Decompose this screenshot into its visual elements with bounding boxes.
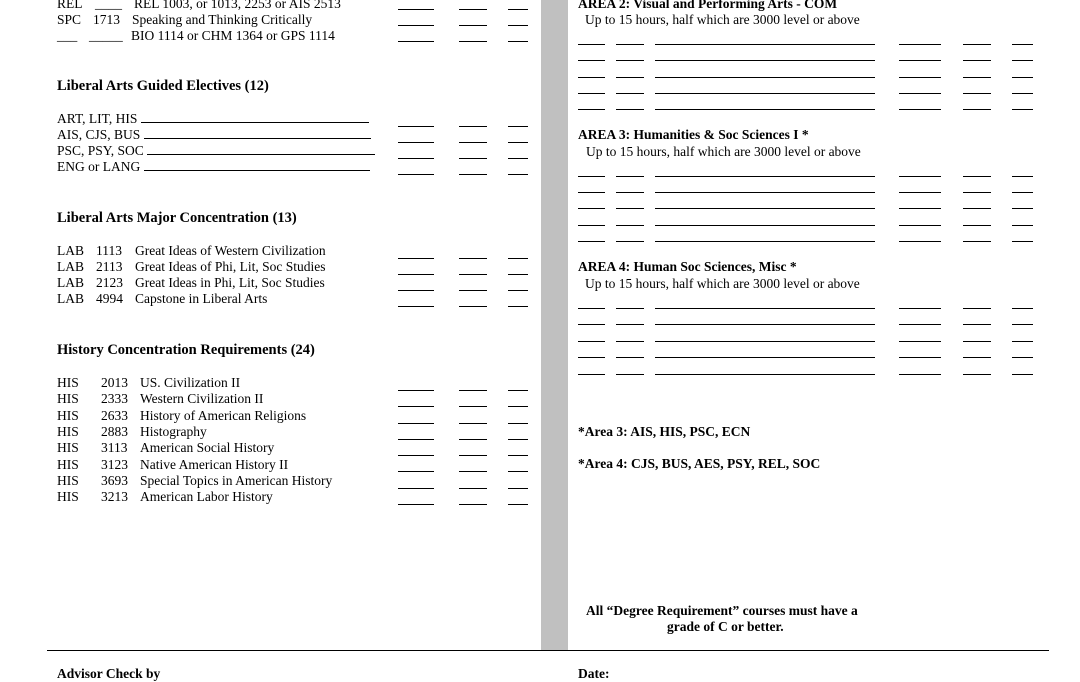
answer-blank[interactable] [459,126,487,127]
course-blank[interactable] [655,60,875,61]
course-blank[interactable] [578,109,605,110]
major-concentration-heading: Liberal Arts Major Concentration (13) [57,210,297,226]
course-blank[interactable] [963,93,991,94]
answer-blank[interactable] [459,142,487,143]
course-blank[interactable] [899,93,941,94]
answer-blank[interactable] [459,471,487,472]
footnote-area4: *Area 4: CJS, BUS, AES, PSY, REL, SOC [578,456,821,471]
row-title: Great Ideas of Western Civilization [135,243,326,258]
answer-blank[interactable] [459,258,487,259]
footer-rule [47,650,1049,651]
course-blank[interactable] [963,225,991,226]
answer-blank[interactable] [398,126,434,127]
answer-blank[interactable] [398,158,434,159]
course-blank[interactable] [899,44,941,45]
row-num: _____ [89,28,123,43]
center-divider [541,0,568,650]
course-blank[interactable] [578,374,605,375]
course-blank[interactable] [1012,208,1033,209]
answer-blank[interactable] [398,41,434,42]
row-title: Western Civilization II [140,391,264,407]
course-blank[interactable] [963,77,991,78]
course-blank[interactable] [1012,192,1033,193]
row-num: 1113 [96,243,122,258]
answer-blank[interactable] [398,423,434,424]
course-blank[interactable] [655,374,875,375]
course-blank[interactable] [616,241,644,242]
course-blank[interactable] [899,60,941,61]
answer-blank[interactable] [398,488,434,489]
course-blank[interactable] [899,176,941,177]
course-blank[interactable] [578,60,605,61]
course-blank[interactable] [578,44,605,45]
course-blank[interactable] [616,308,644,309]
course-blank[interactable] [578,192,605,193]
course-blank[interactable] [899,208,941,209]
course-blank[interactable] [1012,176,1033,177]
row-title: American Social History [140,440,275,456]
course-blank[interactable] [899,341,941,342]
row-title: BIO 1114 or CHM 1364 or GPS 1114 [131,28,335,43]
row-code: HIS [57,407,79,423]
row-title: Great Ideas in Phi, Lit, Soc Studies [135,275,325,290]
course-blank[interactable] [1012,357,1033,358]
course-blank[interactable] [1012,77,1033,78]
course-blank[interactable] [1012,324,1033,325]
row-code: SPC [57,12,82,27]
course-blank[interactable] [655,308,875,309]
row-num: 2333 [101,391,128,407]
answer-blank[interactable] [459,455,487,456]
course-blank[interactable] [616,109,644,110]
course-blank[interactable] [1012,109,1033,110]
answer-blank[interactable] [398,174,434,175]
row-num: ____ [95,0,122,11]
course-blank[interactable] [899,109,941,110]
course-blank[interactable] [616,176,644,177]
answer-blank[interactable] [398,290,434,291]
answer-blank[interactable] [508,423,528,424]
row-title: US. Civilization II [140,375,241,390]
course-blank[interactable] [899,192,941,193]
row-code: ___ [57,28,78,43]
course-blank[interactable] [1012,225,1033,226]
row-title: Native American History II [140,456,289,472]
area2-note: Up to 15 hours, half which are 3000 level or above [585,12,860,27]
answer-blank[interactable] [459,158,487,159]
course-blank[interactable] [655,176,875,177]
course-blank[interactable] [899,77,941,78]
answer-blank[interactable] [508,306,528,307]
guided-row: PSC, PSY, SOC [57,143,375,159]
course-blank[interactable] [655,44,875,45]
answer-blank[interactable] [459,423,487,424]
answer-blank[interactable] [508,41,528,42]
course-blank[interactable] [655,109,875,110]
course-blank[interactable] [616,208,644,209]
row-num: 3693 [101,472,128,488]
course-blank[interactable] [963,241,991,242]
course-blank[interactable] [963,308,991,309]
course-blank[interactable] [1012,341,1033,342]
course-blank[interactable] [616,225,644,226]
course-blank[interactable] [655,225,875,226]
row-num: 2123 [96,275,123,290]
answer-blank[interactable] [508,174,528,175]
course-blank[interactable] [578,341,605,342]
row-code: HIS [57,375,79,390]
answer-blank[interactable] [508,274,528,275]
row-code: LAB [57,275,84,290]
row-num: 4994 [96,291,123,306]
course-blank[interactable] [655,192,875,193]
area3-heading: AREA 3: Humanities & Soc Sciences I * [578,127,809,142]
course-blank[interactable] [578,225,605,226]
guided-row: ART, LIT, HIS [57,111,369,127]
answer-blank[interactable] [459,290,487,291]
answer-blank[interactable] [398,406,434,407]
row-code: LAB [57,243,84,258]
answer-blank[interactable] [398,390,434,391]
grade-requirement-line2: grade of C or better. [667,619,784,634]
row-code: HIS [57,440,79,456]
guided-electives-heading: Liberal Arts Guided Electives (12) [57,78,269,94]
answer-blank[interactable] [508,126,528,127]
course-blank[interactable] [963,324,991,325]
course-blank[interactable] [616,374,644,375]
row-code: LAB [57,291,84,306]
answer-blank[interactable] [398,471,434,472]
row-code: HIS [57,489,79,505]
course-blank[interactable] [616,324,644,325]
course-blank[interactable] [899,357,941,358]
course-blank[interactable] [899,225,941,226]
area4-note: Up to 15 hours, half which are 3000 level or above [585,276,860,291]
course-blank[interactable] [655,324,875,325]
course-blank[interactable] [963,60,991,61]
course-blank[interactable] [578,208,605,209]
row-num: 2633 [101,407,128,423]
course-blank[interactable] [963,44,991,45]
answer-blank[interactable] [398,306,434,307]
area2-heading: AREA 2: Visual and Performing Arts - COM [578,0,838,11]
date-label: Date: [578,666,610,681]
course-blank[interactable] [616,357,644,358]
answer-blank[interactable] [459,274,487,275]
course-blank[interactable] [578,176,605,177]
answer-blank[interactable] [459,25,487,26]
course-blank[interactable] [1012,241,1033,242]
course-blank[interactable] [655,77,875,78]
course-blank[interactable] [655,208,875,209]
course-blank[interactable] [655,357,875,358]
answer-blank[interactable] [398,504,434,505]
row-title: Speaking and Thinking Critically [132,12,313,27]
course-blank[interactable] [1012,374,1033,375]
course-blank[interactable] [1012,93,1033,94]
row-title: REL 1003, or 1013, 2253 or AIS 2513 [134,0,341,11]
answer-blank[interactable] [398,9,434,10]
answer-blank[interactable] [398,439,434,440]
answer-blank[interactable] [398,258,434,259]
answer-blank[interactable] [508,258,528,259]
course-blank[interactable] [578,241,605,242]
row-num: 3113 [101,440,128,456]
answer-blank[interactable] [508,142,528,143]
row-num: 1713 [93,12,120,27]
grade-requirement-line1: All “Degree Requirement” courses must have a [586,603,858,618]
course-blank[interactable] [899,374,941,375]
row-title: Histography [140,423,207,439]
answer-blank[interactable] [459,504,487,505]
answer-blank[interactable] [508,471,528,472]
row-code: LAB [57,259,84,274]
answer-blank[interactable] [459,306,487,307]
course-blank[interactable] [578,357,605,358]
course-blank[interactable] [616,192,644,193]
course-blank[interactable] [963,192,991,193]
course-blank[interactable] [578,77,605,78]
answer-blank[interactable] [459,439,487,440]
answer-blank[interactable] [508,9,528,10]
row-num: 3213 [101,489,128,505]
course-blank[interactable] [616,44,644,45]
course-blank[interactable] [963,176,991,177]
answer-blank[interactable] [459,488,487,489]
answer-blank[interactable] [508,390,528,391]
row-title: Great Ideas of Phi, Lit, Soc Studies [135,259,326,274]
course-blank[interactable] [963,374,991,375]
row-num: 2013 [101,375,128,390]
answer-blank[interactable] [398,25,434,26]
answer-blank[interactable] [398,274,434,275]
answer-blank[interactable] [508,488,528,489]
answer-blank[interactable] [459,174,487,175]
answer-blank[interactable] [459,41,487,42]
row-title: American Labor History [140,489,273,505]
answer-blank[interactable] [508,504,528,505]
course-blank[interactable] [655,241,875,242]
course-blank[interactable] [899,324,941,325]
course-blank[interactable] [1012,44,1033,45]
course-blank[interactable] [655,341,875,342]
advisor-check-label: Advisor Check by [57,666,161,681]
course-blank[interactable] [963,357,991,358]
course-blank[interactable] [616,93,644,94]
answer-blank[interactable] [508,158,528,159]
answer-blank[interactable] [459,390,487,391]
answer-blank[interactable] [508,439,528,440]
answer-blank[interactable] [459,9,487,10]
row-num: 3123 [101,456,128,472]
answer-blank[interactable] [508,406,528,407]
row-num: 2883 [101,423,128,439]
course-blank[interactable] [1012,60,1033,61]
answer-blank[interactable] [508,25,528,26]
row-title: Capstone in Liberal Arts [135,291,268,306]
guided-row: AIS, CJS, BUS [57,127,371,143]
row-title: History of American Religions [140,407,307,423]
course-blank[interactable] [899,241,941,242]
area3-note: Up to 15 hours, half which are 3000 level or above [586,144,861,159]
course-blank[interactable] [655,93,875,94]
answer-blank[interactable] [398,142,434,143]
row-code: HIS [57,472,79,488]
row-num: 2113 [96,259,123,274]
course-blank[interactable] [1012,308,1033,309]
course-blank[interactable] [616,60,644,61]
footnote-area3: *Area 3: AIS, HIS, PSC, ECN [578,424,751,439]
row-code: HIS [57,391,79,407]
row-code: HIS [57,456,79,472]
row-code: REL [57,0,83,11]
course-blank[interactable] [899,308,941,309]
answer-blank[interactable] [398,455,434,456]
course-blank[interactable] [616,341,644,342]
guided-row: ENG or LANG [57,159,370,175]
area4-heading: AREA 4: Human Soc Sciences, Misc * [578,259,797,274]
answer-blank[interactable] [508,455,528,456]
course-blank[interactable] [963,341,991,342]
course-blank[interactable] [963,208,991,209]
row-code: HIS [57,423,79,439]
course-blank[interactable] [578,324,605,325]
course-blank[interactable] [578,93,605,94]
answer-blank[interactable] [459,406,487,407]
row-title: Special Topics in American History [140,472,333,488]
history-concentration-heading: History Concentration Requirements (24) [57,342,315,358]
course-blank[interactable] [963,109,991,110]
course-blank[interactable] [616,77,644,78]
course-blank[interactable] [578,308,605,309]
answer-blank[interactable] [508,290,528,291]
